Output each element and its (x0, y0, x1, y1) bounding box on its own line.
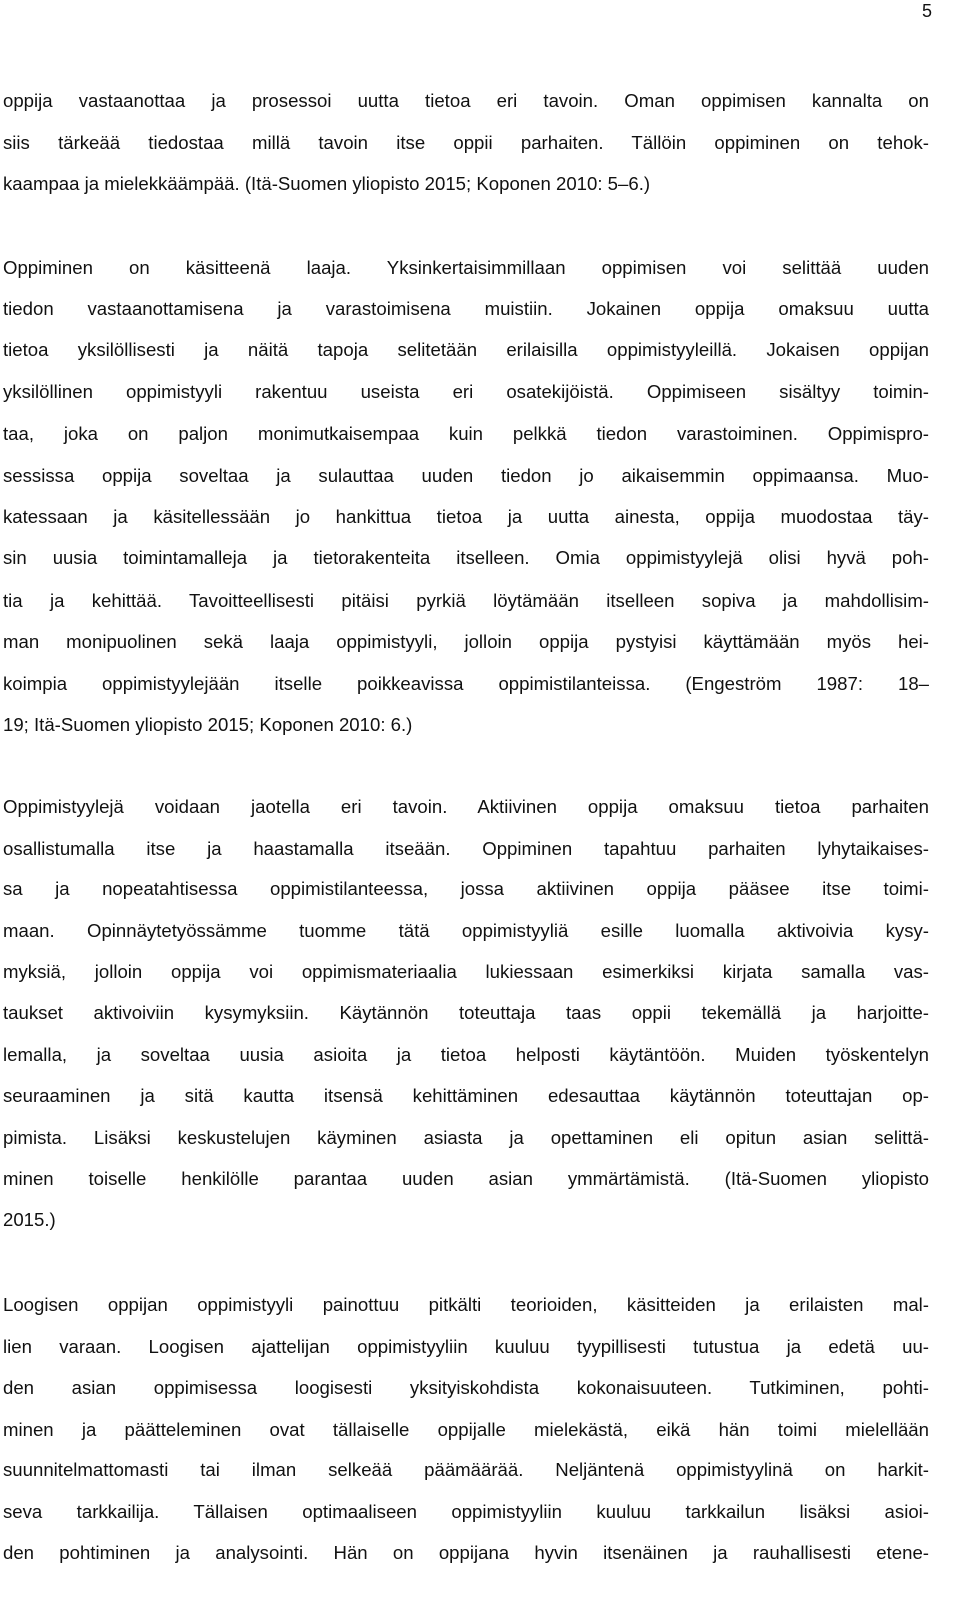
paragraph-2-line: tietoa yksilöllisesti ja näitä tapoja selitetään erilaisilla oppimistyyleillä. Jokaisen oppijan (3, 339, 929, 360)
paragraph-4-line: minen ja päätteleminen ovat tällaiselle oppijalle mielekästä, eikä hän toimi mielellään (3, 1419, 929, 1440)
paragraph-4-line: lien varaan. Loogisen ajattelijan oppimistyyliin kuuluu tyypillisesti tutustua ja edetä uu- (3, 1336, 929, 1357)
paragraph-3-line: seuraaminen ja sitä kautta itsensä kehittäminen edesauttaa käytännön toteuttajan op- (3, 1085, 929, 1106)
paragraph-2-line: tia ja kehittää. Tavoitteellisesti pitäisi pyrkiä löytämään itselleen sopiva ja mahdollisim- (3, 590, 929, 611)
paragraph-4-line: Loogisen oppijan oppimistyyli painottuu pitkälti teorioiden, käsitteiden ja erilaisten mal- (3, 1294, 929, 1315)
paragraph-4-line: den asian oppimisessa loogisesti yksityiskohdista kokonaisuuteen. Tutkiminen, pohti- (3, 1377, 929, 1398)
paragraph-3-line: osallistumalla itse ja haastamalla itseään. Oppiminen tapahtuu parhaiten lyhytaikaises- (3, 838, 929, 859)
paragraph-3-line: minen toiselle henkilölle parantaa uuden asian ymmärtämistä. (Itä-Suomen yliopisto (3, 1168, 929, 1189)
paragraph-2-line: 19; Itä-Suomen yliopisto 2015; Koponen 2010: 6.) (3, 714, 413, 735)
paragraph-1-line: kaampaa ja mielekkäämpää. (Itä-Suomen yliopisto 2015; Koponen 2010: 5–6.) (3, 173, 651, 194)
paragraph-3-line: taukset aktivoiviin kysymyksiin. Käytännön toteuttaja taas oppii tekemällä ja harjoitte- (3, 1002, 929, 1023)
paragraph-3-line: myksiä, jolloin oppija voi oppimismateriaalia lukiessaan esimerkiksi kirjata samalla vas- (3, 961, 929, 982)
paragraph-3-line: pimista. Lisäksi keskustelujen käyminen asiasta ja opettaminen eli opitun asian selittä- (3, 1127, 929, 1148)
paragraph-2-line: sessissa oppija soveltaa ja sulauttaa uuden tiedon jo aikaisemmin oppimaansa. Muo- (3, 465, 929, 486)
paragraph-1-line: siis tärkeää tiedostaa millä tavoin itse oppii parhaiten. Tällöin oppiminen on tehok- (3, 132, 929, 153)
paragraph-4-line: suunnitelmattomasti tai ilman selkeää päämäärää. Neljäntenä oppimistyylinä on harkit- (3, 1459, 929, 1480)
paragraph-2-line: taa, joka on paljon monimutkaisempaa kuin pelkkä tiedon varastoiminen. Oppimispro- (3, 423, 929, 444)
paragraph-2-line: sin uusia toimintamalleja ja tietorakenteita itselleen. Omia oppimistyylejä olisi hyvä poh- (3, 547, 929, 568)
paragraph-3-line: lemalla, ja soveltaa uusia asioita ja tietoa helposti käytäntöön. Muiden työskentelyn (3, 1044, 929, 1065)
paragraph-3-line: sa ja nopeatahtisessa oppimistilanteessa, jossa aktiivinen oppija pääsee itse toimi- (3, 878, 929, 899)
page-number: 5 (921, 1, 932, 21)
paragraph-2-line: yksilöllinen oppimistyyli rakentuu useista eri osatekijöistä. Oppimiseen sisältyy toimin- (3, 381, 929, 402)
paragraph-4-line: seva tarkkailija. Tällaisen optimaaliseen oppimistyyliin kuuluu tarkkailun lisäksi asioi- (3, 1501, 929, 1522)
paragraph-2-line: man monipuolinen sekä laaja oppimistyyli, jolloin oppija pystyisi käyttämään myös hei- (3, 631, 929, 652)
paragraph-2-line: koimpia oppimistyylejään itselle poikkeavissa oppimistilanteissa. (Engeström 1987: 18– (3, 673, 929, 694)
paragraph-3-line: Oppimistyylejä voidaan jaotella eri tavoin. Aktiivinen oppija omaksuu tietoa parhaiten (3, 796, 929, 817)
paragraph-2-line: Oppiminen on käsitteenä laaja. Yksinkertaisimmillaan oppimisen voi selittää uuden (3, 257, 929, 278)
paragraph-3-line: 2015.) (3, 1209, 56, 1230)
paragraph-2-line: katessaan ja käsitellessään jo hankittua tietoa ja uutta ainesta, oppija muodostaa täy- (3, 506, 929, 527)
paragraph-3-line: maan. Opinnäytetyössämme tuomme tätä oppimistyyliä esille luomalla aktivoivia kysy- (3, 920, 929, 941)
paragraph-2-line: tiedon vastaanottamisena ja varastoimisena muistiin. Jokainen oppija omaksuu uutta (3, 298, 929, 319)
paragraph-4-line: den pohtiminen ja analysointi. Hän on oppijana hyvin itsenäinen ja rauhallisesti etene- (3, 1542, 929, 1563)
paragraph-1-line: oppija vastaanottaa ja prosessoi uutta tietoa eri tavoin. Oman oppimisen kannalta on (3, 90, 929, 111)
